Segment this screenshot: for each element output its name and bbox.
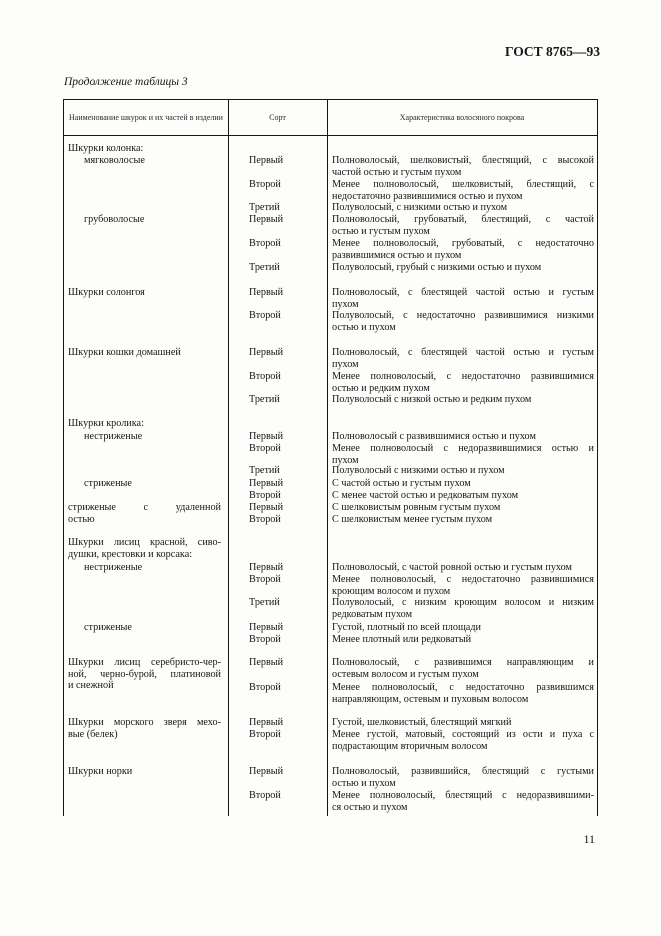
row-name: мягковолосые	[84, 155, 145, 166]
column-header-sort: Сорт	[269, 112, 286, 122]
characteristic-line: остью и редким пухом	[332, 382, 430, 394]
characteristic-line: Менее полноволосый с недоразвившимися остью и	[332, 443, 594, 454]
row-sort: Второй	[249, 371, 281, 382]
row-sort: Второй	[249, 514, 281, 525]
characteristic-line: Полуволосый, грубый с низкими остью и пухом	[332, 262, 542, 273]
row-sort: Второй	[249, 179, 281, 190]
characteristic-line: Полноволосый, с развившимся направляющим и	[332, 657, 594, 668]
characteristic-line: Полноволосый, развившийся, блестящий с густыми	[332, 766, 594, 777]
row-name-line: вые (белек)	[68, 728, 118, 740]
row-sort: Первый	[249, 657, 284, 668]
column-divider	[327, 100, 328, 816]
characteristic-line: пухом	[332, 454, 359, 466]
row-name: Шкурки норки	[68, 766, 133, 777]
row-name: стриженые	[84, 622, 132, 633]
row-characteristic	[332, 238, 594, 261]
row-characteristic	[332, 478, 594, 490]
row-name: нестриженые	[84, 562, 143, 573]
characteristic-line: Полноволосый с развившимися остью и пухом	[332, 431, 536, 442]
characteristic-line: ся остью и пухом	[332, 801, 408, 813]
row-characteristic	[332, 682, 594, 705]
row-characteristic	[332, 465, 594, 477]
row-name-line: стриженые с удаленной	[68, 502, 221, 513]
characteristic-line: С шелковистым менее густым пухом	[332, 514, 493, 525]
row-characteristic	[332, 310, 594, 333]
characteristic-line: Густой, шелковистый, блестящий мягкий	[332, 717, 512, 728]
row-sort: Первый	[249, 478, 284, 489]
column-header-characteristic: Характеристика волосяного покрова	[399, 112, 525, 122]
characteristic-line: частой остью и густым пухом	[332, 166, 462, 178]
characteristic-line: С менее частой остью и редковатым пухом	[332, 490, 519, 501]
row-name	[68, 657, 221, 692]
row-sort: Второй	[249, 574, 281, 585]
characteristic-line: Полноволосый, с частой ровной остью и густым пухом	[332, 562, 572, 573]
row-name	[68, 537, 221, 560]
row-name-line: ной, черно-бурой, платиновой	[68, 668, 221, 680]
row-sort: Первый	[249, 766, 284, 777]
row-characteristic	[332, 622, 594, 634]
characteristic-line: Полноволосый, грубоватый, блестящий, с частой	[332, 214, 594, 225]
row-sort: Второй	[249, 729, 281, 740]
row-sort: Первый	[249, 717, 284, 728]
characteristic-line: Полуволосый, с низким кроющим волосом и низким	[332, 597, 594, 608]
row-sort: Первый	[249, 502, 284, 513]
characteristic-line: кроющим волосом и пухом	[332, 585, 451, 597]
row-characteristic	[332, 347, 594, 370]
row-characteristic	[332, 431, 594, 443]
characteristic-line: Полноволосый, с блестящей частой остью и густым	[332, 347, 594, 358]
row-sort: Третий	[249, 202, 280, 213]
row-sort: Второй	[249, 490, 281, 501]
row-name: Шкурки солонгоя	[68, 287, 145, 298]
row-characteristic	[332, 562, 594, 574]
row-characteristic	[332, 514, 594, 526]
characteristic-line: Менее плотный или редковатый	[332, 634, 472, 645]
table-continuation-label: Продолжение таблицы 3	[64, 76, 188, 88]
characteristic-line: Менее густой, матовый, состоящий из ости и пуха с	[332, 729, 594, 740]
column-divider	[228, 100, 229, 816]
row-characteristic	[332, 574, 594, 597]
row-characteristic	[332, 597, 594, 620]
document-code: ГОСТ 8765—93	[504, 44, 600, 59]
row-sort: Первый	[249, 347, 284, 358]
row-sort: Первый	[249, 155, 284, 166]
characteristic-line: остью и пухом	[332, 777, 396, 789]
characteristic-line: С шелковистым ровным густым пухом	[332, 502, 501, 513]
characteristic-line: подрастающим вторичным волосом	[332, 740, 488, 752]
row-characteristic	[332, 490, 594, 502]
characteristic-line: пухом	[332, 298, 359, 310]
characteristic-line: Менее полноволосый, с недостаточно развившимся	[332, 682, 594, 693]
characteristic-line: недостаточно развившимися остью и пухом	[332, 190, 523, 202]
row-characteristic	[332, 202, 594, 214]
row-characteristic	[332, 287, 594, 310]
row-name-line: Шкурки лисиц красной, сиво-	[68, 537, 221, 548]
row-name: стриженые	[84, 478, 132, 489]
row-sort: Второй	[249, 790, 281, 801]
characteristic-line: С частой остью и густым пухом	[332, 478, 471, 489]
page-number: 11	[583, 832, 595, 846]
row-characteristic	[332, 262, 594, 274]
characteristic-line: Менее полноволосый, с недостаточно развившимися	[332, 574, 594, 585]
row-characteristic	[332, 371, 594, 394]
row-characteristic	[332, 729, 594, 752]
row-sort: Третий	[249, 597, 280, 608]
characteristic-line: остью и пухом	[332, 321, 396, 333]
characteristic-line: пухом	[332, 358, 359, 370]
row-name: Шкурки колонка:	[68, 143, 144, 154]
row-sort: Первый	[249, 214, 284, 225]
row-characteristic	[332, 394, 594, 406]
row-sort: Первый	[249, 622, 284, 633]
characteristic-line: Полуволосый с низкими остью и пухом	[332, 465, 505, 476]
row-sort: Третий	[249, 394, 280, 405]
column-header-name: Наименование шкурок и их частей в изделии	[69, 112, 223, 122]
row-sort: Второй	[249, 443, 281, 454]
row-sort: Первый	[249, 431, 284, 442]
row-characteristic	[332, 790, 594, 813]
characteristic-line: развившимися остью и пухом	[332, 249, 462, 261]
row-sort: Третий	[249, 262, 280, 273]
characteristic-line: Полуволосый с низкой остью и редким пухом	[332, 394, 532, 405]
row-sort: Второй	[249, 310, 281, 321]
row-sort: Первый	[249, 562, 284, 573]
row-name-line: Шкурки лисиц серебристо-чер-	[68, 657, 221, 668]
characteristic-line: остевым волосом и густым пухом	[332, 668, 479, 680]
row-name: нестриженые	[84, 431, 143, 442]
characteristic-line: редковатым пухом	[332, 608, 413, 620]
row-characteristic	[332, 657, 594, 680]
row-name-line: и снежной	[68, 680, 114, 691]
characteristic-line: Менее полноволосый, шелковистый, блестящий, с	[332, 179, 594, 190]
row-characteristic	[332, 502, 594, 514]
row-characteristic	[332, 155, 594, 178]
row-characteristic	[332, 443, 594, 466]
row-characteristic	[332, 766, 594, 789]
row-name	[68, 502, 221, 525]
characteristic-line: Менее полноволосый, с недостаточно развившимися	[332, 371, 594, 382]
characteristic-line: Полуволосый, с низкими остью и пухом	[332, 202, 508, 213]
row-sort: Третий	[249, 465, 280, 476]
row-name: Шкурки кролика:	[68, 418, 144, 429]
row-characteristic	[332, 634, 594, 646]
characteristic-line: Менее полноволосый, грубоватый, с недостаточно	[332, 238, 594, 249]
row-name	[68, 717, 221, 740]
row-name-line: остью	[68, 513, 95, 525]
characteristic-line: Густой, плотный по всей площади	[332, 622, 481, 633]
row-sort: Второй	[249, 634, 281, 645]
row-name: Шкурки кошки домашней	[68, 347, 181, 358]
row-characteristic	[332, 179, 594, 202]
row-name-line: душки, крестовки и корсака:	[68, 548, 193, 560]
row-name-line: Шкурки морского зверя мехо-	[68, 717, 221, 728]
characteristic-line: направляющим, остевым и пуховым волосом	[332, 693, 529, 705]
row-name: грубоволосые	[84, 214, 145, 225]
row-sort: Первый	[249, 287, 284, 298]
characteristic-line: Полуволосый, с недостаточно развившимися низкими	[332, 310, 594, 321]
row-characteristic	[332, 717, 594, 729]
characteristic-line: остью и густым пухом	[332, 225, 430, 237]
characteristic-line: Полноволосый, с блестящей частой остью и густым	[332, 287, 594, 298]
row-sort: Второй	[249, 682, 281, 693]
characteristic-line: Полноволосый, шелковистый, блестящий, с высокой	[332, 155, 594, 166]
row-characteristic	[332, 214, 594, 237]
header-divider	[64, 135, 597, 136]
row-sort: Второй	[249, 238, 281, 249]
characteristic-line: Менее полноволосый, блестящий с недоразвившими-	[332, 790, 594, 801]
